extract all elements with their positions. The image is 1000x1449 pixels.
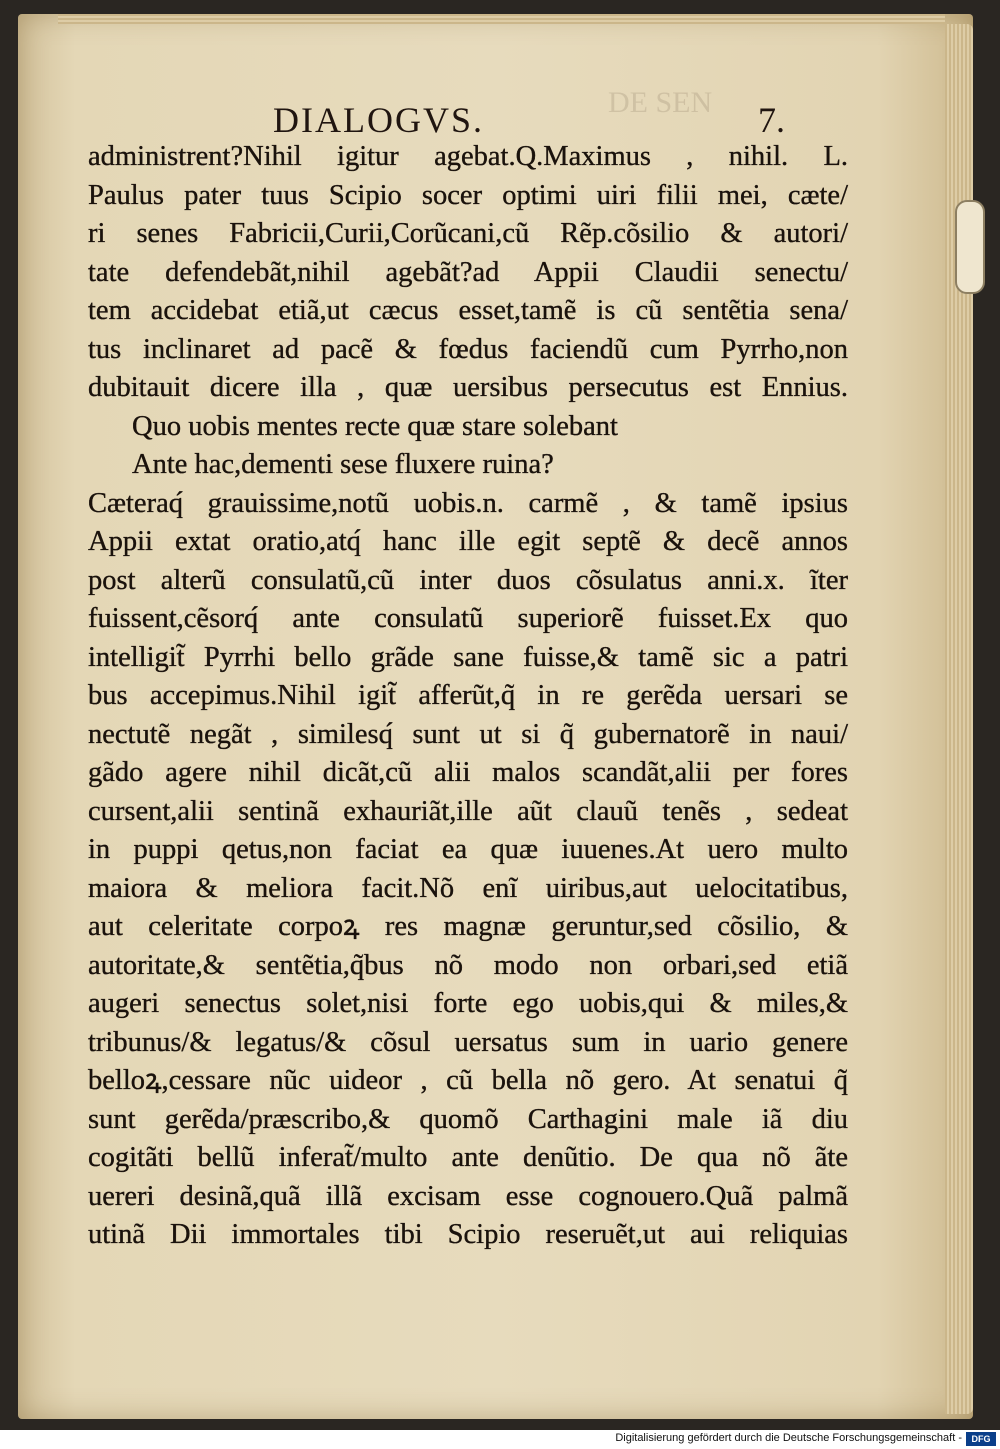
- text-line: cogitãti bellũ inferat̃/multo ante denũtio. De qua nõ ãte: [88, 1142, 848, 1173]
- body-text: [88, 138, 848, 1255]
- text-line: gãdo agere nihil dicãt,cũ alii malos scandãt,alii per fores: [88, 757, 848, 788]
- text-line: administrent?Nihil igitur agebat.Q.Maximus , nihil. L.: [88, 141, 848, 172]
- digitization-credit: Digitalisierung gefördert durch die Deutsche Forschungsgemeinschaft -: [615, 1432, 962, 1444]
- text-line: post alterũ consulatũ,cũ inter duos cõsulatus anni.x. ĩter: [88, 564, 848, 596]
- text-line: dubitauit dicere illa , quæ uersibus persecutus est Ennius.: [88, 372, 848, 403]
- text-line: ri senes Fabricii,Curii,Corũcani,cũ Rẽp.cõsilio & autori/: [88, 218, 848, 249]
- running-head: [273, 99, 833, 139]
- text-line: sunt gerẽda/præscribo,& quomõ Carthagini male iã diu: [88, 1103, 848, 1135]
- text-line: uereri desinã,quã illã excisam esse cognouero.Quã palmã: [88, 1180, 848, 1212]
- text-line: fuissent,cẽsorq́ ante consulatũ superiorẽ fuisset.Ex quo: [88, 603, 848, 634]
- running-head-title: DIALOGVS.: [273, 100, 484, 140]
- page-edge-top: [58, 14, 945, 24]
- dfg-logo: DFG: [966, 1432, 996, 1446]
- text-line: autoritate,& sentẽtia,q̃bus nõ modo non orbari,sed etiã: [88, 949, 848, 981]
- text-line: tribunus/& legatus/& cõsul uersatus sum in uario genere: [88, 1026, 848, 1058]
- text-line: intelligit̃ Pyrrhi bello grãde sane fuisse,& tamẽ sic a patri: [88, 641, 848, 673]
- text-line: tus inclinaret ad pacẽ & fœdus faciendũ cum Pyrrho,non: [88, 333, 848, 365]
- page-tab-marker: [955, 200, 985, 294]
- text-line: bus accepimus.Nihil igit̃ afferũt,q̃ in re gerẽda uersari se: [88, 680, 848, 711]
- verse-line: Quo uobis mentes recte quæ stare solebant: [132, 410, 618, 442]
- text-line: maiora & meliora facit.Nõ enĩ uiribus,aut uelocitatibus,: [88, 872, 848, 904]
- book-page: [18, 14, 973, 1419]
- text-line: Cæteraq́ grauissime,notũ uobis.n. carmẽ , & tamẽ ipsius: [88, 487, 848, 519]
- text-line: Appii extat oratio,atq́ hanc ille egit septẽ & decẽ annos: [88, 526, 848, 557]
- text-line: aut celeritate corpoꝝ res magnæ geruntur,sed cõsilio, &: [88, 911, 848, 942]
- text-line: utinã Dii immortales tibi Scipio reseruẽt,ut aui reliquias: [88, 1219, 848, 1250]
- verse-line: Ante hac,dementi sese fluxere ruina?: [132, 449, 554, 480]
- text-line: Paulus pater tuus Scipio socer optimi uiri filii mei, cæte/: [88, 179, 848, 211]
- text-line: belloꝝ,cessare nũc uideor , cũ bella nõ gero. At senatui q̃: [88, 1065, 848, 1096]
- text-line: augeri senectus solet,nisi forte ego uobis,qui & miles,&: [88, 988, 848, 1019]
- text-line: in puppi qetus,non faciat ea quæ iuuenes.At uero multo: [88, 834, 848, 865]
- text-line: tem accidebat etiã,ut cæcus esset,tamẽ is cũ sentẽtia sena/: [88, 295, 848, 326]
- text-line: tate defendebãt,nihil agebãt?ad Appii Claudii senectu/: [88, 256, 848, 288]
- text-line: cursent,alii sentinã exhauriãt,ille aũt clauũ tenẽs , sedeat: [88, 795, 848, 827]
- page-number: 7.: [758, 100, 785, 140]
- show-through-text: DE SEN: [608, 86, 713, 119]
- text-line: nectutẽ negãt , similesq́ sunt ut si q̃ gubernatorẽ in naui/: [88, 718, 848, 750]
